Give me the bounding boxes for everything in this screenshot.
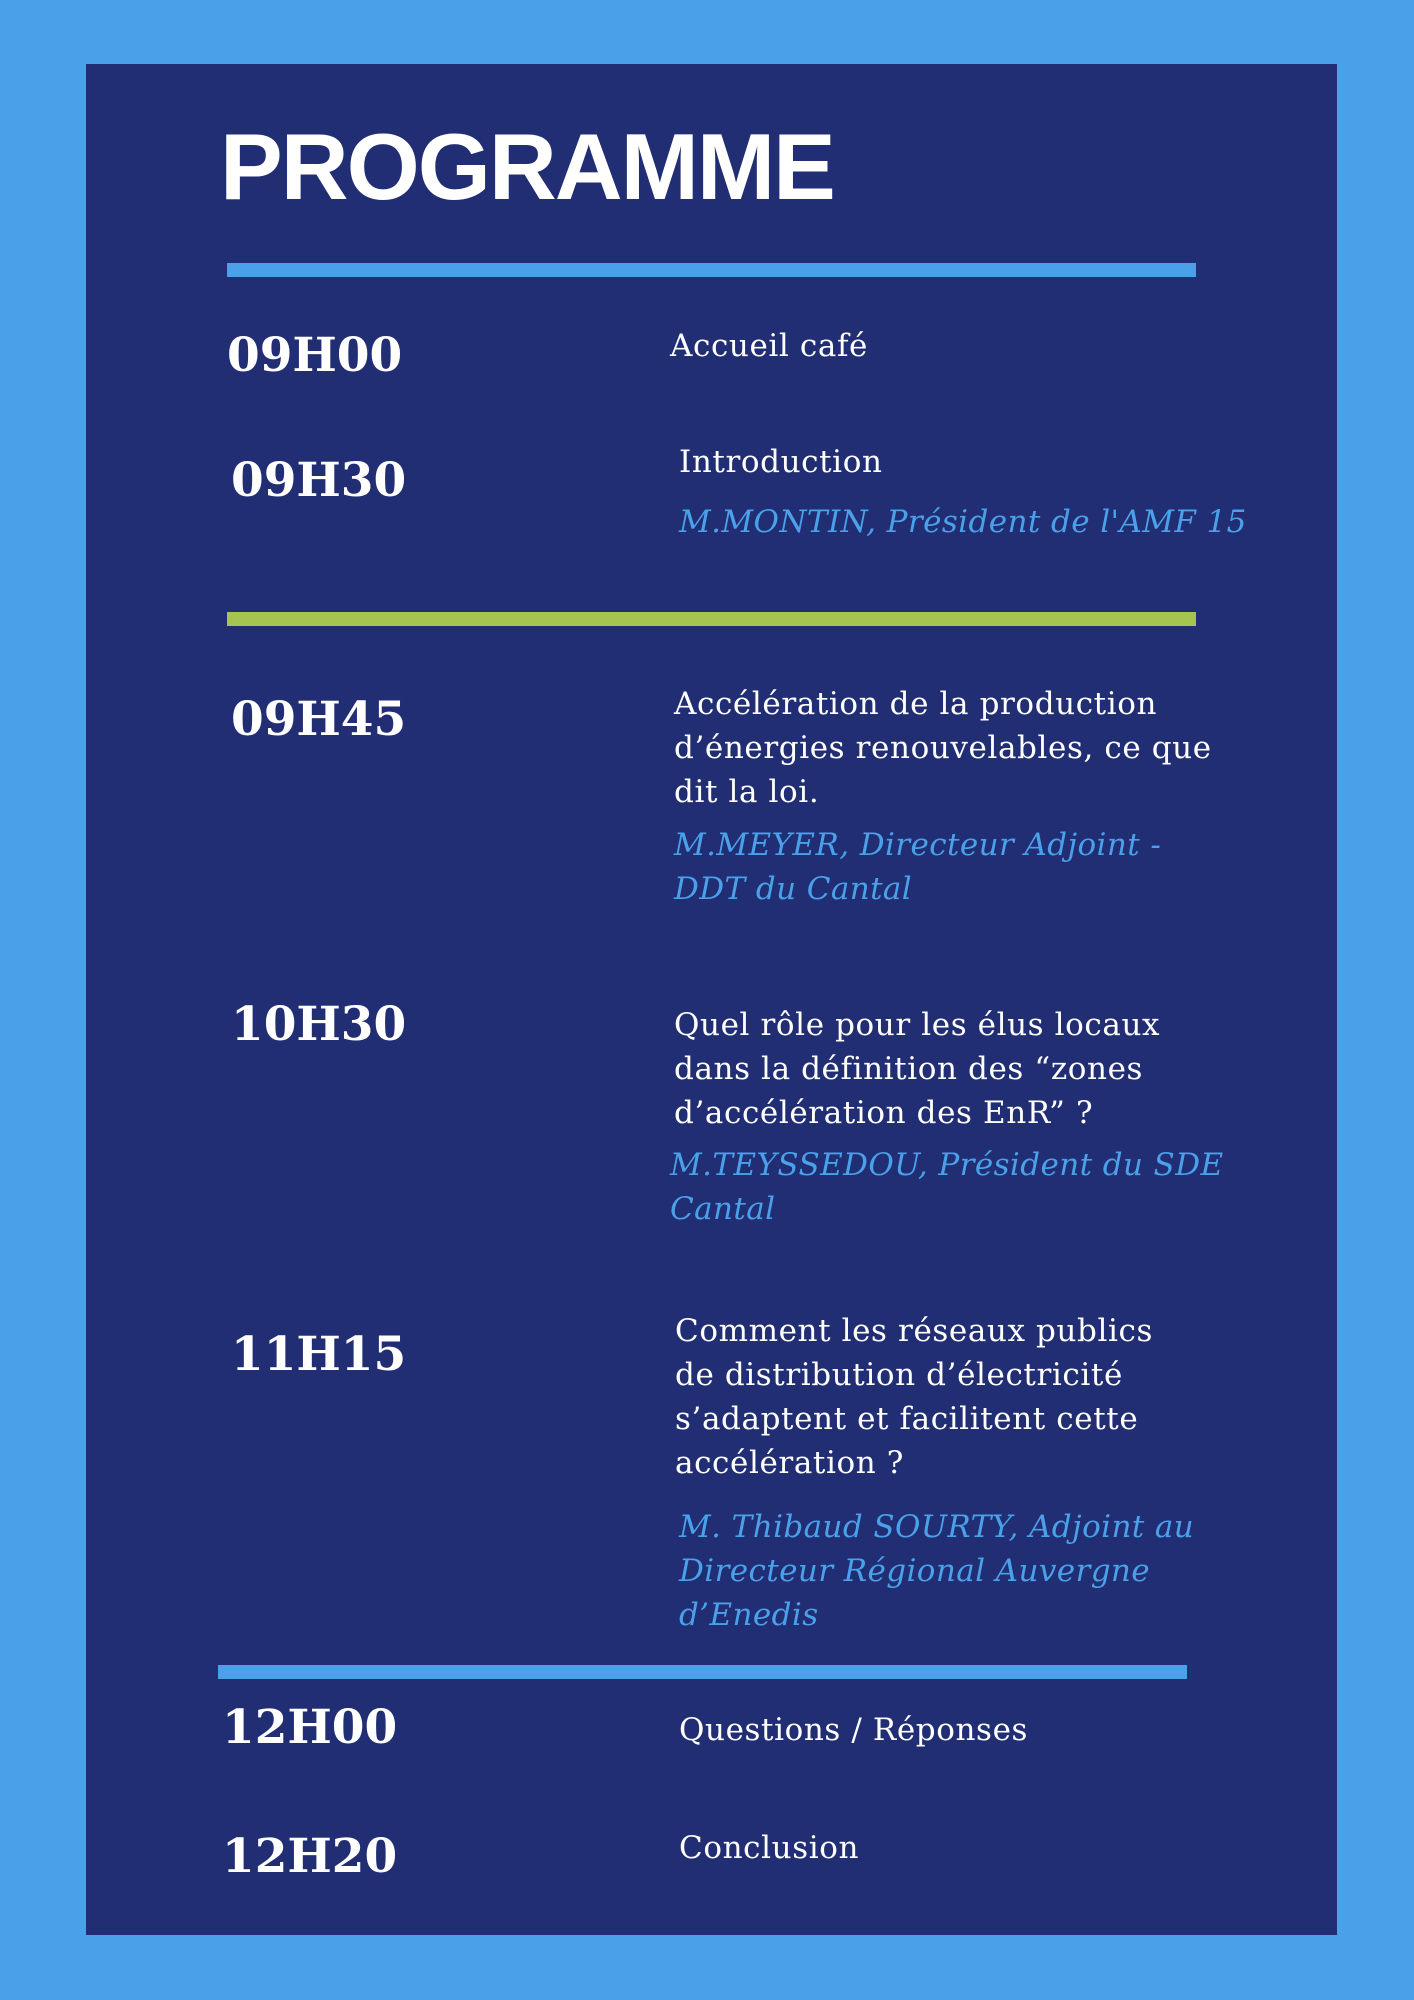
time-1200: 12H00 bbox=[222, 1700, 398, 1755]
speaker-0930: M.MONTIN, Président de l'AMF 15 bbox=[679, 504, 1247, 540]
divider-bottom bbox=[218, 1665, 1187, 1679]
divider-top bbox=[227, 263, 1196, 277]
time-1030: 10H30 bbox=[231, 997, 407, 1052]
time-0900: 09H00 bbox=[227, 328, 403, 383]
speaker-1115: M. Thibaud SOURTY, Adjoint au Directeur Régional Auvergne d’Enedis bbox=[679, 1509, 1195, 1633]
time-1115: 11H15 bbox=[231, 1327, 407, 1382]
speaker-1030: M.TEYSSEDOU, Président du SDE Cantal bbox=[670, 1147, 1224, 1227]
topic-1220: Conclusion bbox=[679, 1830, 860, 1866]
time-0930: 09H30 bbox=[231, 453, 407, 508]
divider-green bbox=[227, 612, 1196, 626]
time-0945: 09H45 bbox=[231, 692, 407, 747]
topic-1030: Quel rôle pour les élus locaux dans la définition des “zones d’accélération des EnR” ? bbox=[674, 1007, 1161, 1131]
speaker-0945: M.MEYER, Directeur Adjoint - DDT du Cantal bbox=[674, 827, 1162, 907]
time-1220: 12H20 bbox=[222, 1829, 398, 1884]
topic-1115: Comment les réseaux publics de distribution d’électricité s’adaptent et facilitent cette accélération ? bbox=[675, 1313, 1153, 1481]
topic-0900: Accueil café bbox=[670, 328, 868, 364]
topic-0945: Accélération de la production d’énergies renouvelables, ce que dit la loi. bbox=[674, 686, 1212, 810]
topic-0930: Introduction bbox=[679, 444, 883, 480]
page-title: PROGRAMME bbox=[220, 114, 834, 219]
topic-1200: Questions / Réponses bbox=[679, 1712, 1029, 1748]
